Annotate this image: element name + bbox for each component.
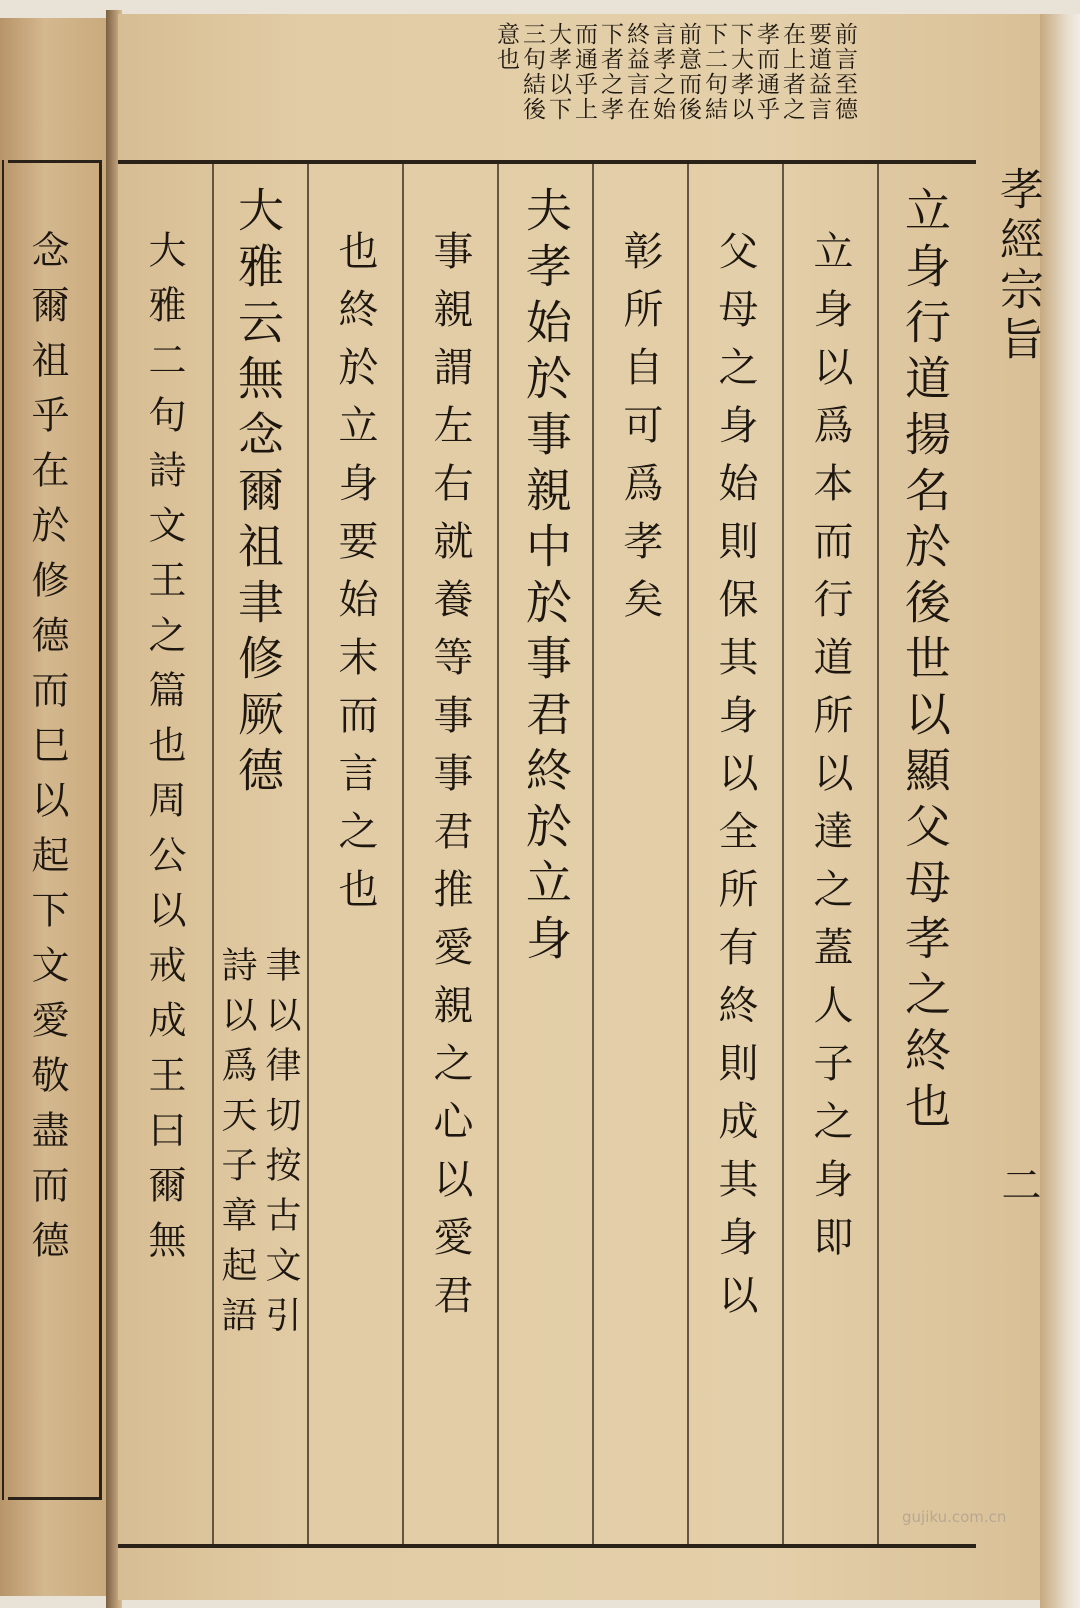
column-rule — [307, 164, 309, 1544]
text-column-3: 父母之身始則保其身以全所有終則成其身以 — [712, 230, 758, 1332]
column-rule — [877, 164, 879, 1544]
text-column-5: 夫孝始於事親中於事君終於立身 — [519, 186, 573, 970]
text-column-1: 立身行道揚名於後世以顯父母孝之終也 — [898, 186, 952, 1138]
text-column-4: 彰所自可爲孝矣 — [617, 230, 663, 636]
text-column-2: 立身以爲本而行道所以達之蓋人子之身即 — [807, 230, 853, 1274]
column-rule — [212, 164, 214, 1544]
column-rule — [497, 164, 499, 1544]
headnote-column: 意也 — [493, 22, 519, 72]
folio-number: 二 — [995, 1164, 1041, 1204]
headnote-column: 大孝以下 — [545, 22, 571, 122]
headnote-column: 下大孝以 — [727, 22, 753, 122]
text-column-8-note-b: 詩以爲天子章起語 — [216, 946, 257, 1346]
headnote-column: 言孝之始 — [649, 22, 675, 122]
column-rule — [782, 164, 784, 1544]
previous-page-column-1: 念爾祖乎在於修德而巳以起下文愛敬盡而德 — [25, 230, 69, 1275]
headnote-column: 三句結後 — [519, 22, 545, 122]
column-rule — [592, 164, 594, 1544]
text-column-7: 也終於立身要始末而言之也 — [332, 230, 378, 926]
watermark: gujiku.com.cn — [902, 1508, 1007, 1526]
headnote-column: 前意而後 — [675, 22, 701, 122]
headnote-column: 下二句結 — [701, 22, 727, 122]
previous-page-rule — [2, 160, 4, 1500]
text-column-9: 大雅二句詩文王之篇也周公以戒成王曰爾無 — [142, 230, 186, 1275]
headnote-column: 前言至德 — [831, 22, 857, 122]
headnote-column: 在上者之 — [779, 22, 805, 122]
column-rule — [402, 164, 404, 1544]
text-column-8-note-a: 聿以律切按古文引 — [260, 946, 301, 1346]
headnote-column: 下者之孝 — [597, 22, 623, 122]
headnote-column: 孝而通乎 — [753, 22, 779, 122]
text-column-8: 大雅云無念爾祖聿修厥德 — [231, 186, 285, 802]
headnote-column: 終益言在 — [623, 22, 649, 122]
headnote-column: 要道益言 — [805, 22, 831, 122]
text-column-6: 事親謂左右就養等事事君推愛親之心以愛君 — [427, 230, 473, 1332]
headnote-column: 而通乎上 — [571, 22, 597, 122]
page-title: 孝經宗旨 — [992, 166, 1043, 366]
column-rule — [687, 164, 689, 1544]
